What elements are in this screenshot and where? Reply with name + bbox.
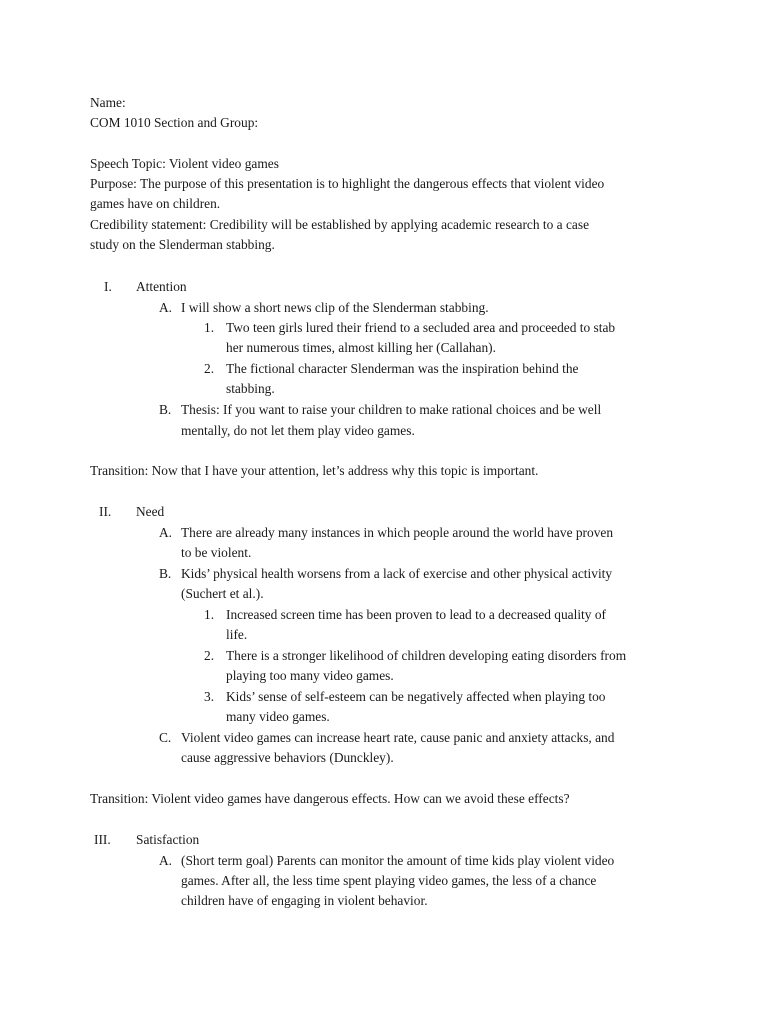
section-2-b1-marker: 1. xyxy=(204,607,215,622)
section-1-a-text: I will show a short news clip of the Slenderman stabbing. xyxy=(181,300,489,315)
section-1-a2-line-1: The fictional character Slenderman was the inspiration behind the xyxy=(226,361,579,376)
section-2-b-marker: B. xyxy=(159,566,172,581)
section-2-title: Need xyxy=(136,504,165,519)
section-1-title: Attention xyxy=(136,279,187,294)
section-1-a2-marker: 2. xyxy=(204,361,215,376)
section-3-numeral: III. xyxy=(94,832,111,847)
section-2-b3-line-2: many video games. xyxy=(226,709,330,724)
section-1-a2-line-2: stabbing. xyxy=(226,381,275,396)
section-2-b-line-2: (Suchert et al.). xyxy=(181,586,264,601)
credibility-line-1: Credibility statement: Credibility will be established by applying academic research to a case xyxy=(90,217,590,232)
section-3-a-line-2: games. After all, the less time spent playing video games, the less of a chance xyxy=(181,873,597,888)
section-2-c-line-1: Violent video games can increase heart rate, cause panic and anxiety attacks, and xyxy=(181,730,615,745)
speech-topic: Speech Topic: Violent video games xyxy=(90,156,279,171)
section-2-a-line-2: to be violent. xyxy=(181,545,252,560)
section-2-c-line-2: cause aggressive behaviors (Dunckley). xyxy=(181,750,394,765)
section-2-numeral: II. xyxy=(99,504,112,519)
section-group-label: COM 1010 Section and Group: xyxy=(90,115,259,130)
section-2-b1-line-1: Increased screen time has been proven to lead to a decreased quality of xyxy=(226,607,606,622)
section-2-b-line-1: Kids’ physical health worsens from a lack of exercise and other physical activity xyxy=(181,566,613,581)
section-2-b2-marker: 2. xyxy=(204,648,215,663)
section-3-a-line-1: (Short term goal) Parents can monitor the amount of time kids play violent video xyxy=(181,853,615,868)
purpose-line-1: Purpose: The purpose of this presentation is to highlight the dangerous effects that violent video xyxy=(90,176,605,191)
section-2-a-line-1: There are already many instances in which people around the world have proven xyxy=(181,525,614,540)
section-1-numeral: I. xyxy=(104,279,112,294)
section-1-b-line-1: Thesis: If you want to raise your children to make rational choices and be well xyxy=(181,402,602,417)
section-2-b3-marker: 3. xyxy=(204,689,215,704)
section-1-b-marker: B. xyxy=(159,402,172,417)
section-2-b3-line-1: Kids’ sense of self-esteem can be negatively affected when playing too xyxy=(226,689,606,704)
section-2-b2-line-1: There is a stronger likelihood of children developing eating disorders from xyxy=(226,648,627,663)
section-1-a-marker: A. xyxy=(159,300,173,315)
section-3-a-line-3: children have of engaging in violent behavior. xyxy=(181,893,428,908)
section-1-a1-line-1: Two teen girls lured their friend to a secluded area and proceeded to stab xyxy=(226,320,616,335)
section-2-c-marker: C. xyxy=(159,730,172,745)
section-2-b1-line-2: life. xyxy=(226,627,248,642)
credibility-line-2: study on the Slenderman stabbing. xyxy=(90,237,275,252)
section-3-title: Satisfaction xyxy=(136,832,200,847)
name-field-label: Name: xyxy=(90,95,126,110)
purpose-line-2: games have on children. xyxy=(90,196,221,211)
section-3-a-marker: A. xyxy=(159,853,173,868)
section-2-b2-line-2: playing too many video games. xyxy=(226,668,394,683)
section-1-b-line-2: mentally, do not let them play video games. xyxy=(181,423,415,438)
transition-2: Transition: Violent video games have dangerous effects. How can we avoid these effects? xyxy=(90,791,570,806)
transition-1: Transition: Now that I have your attention, let’s address why this topic is important. xyxy=(90,463,539,478)
section-1-a1-line-2: her numerous times, almost killing her (Callahan). xyxy=(226,340,496,355)
section-2-a-marker: A. xyxy=(159,525,173,540)
section-1-a1-marker: 1. xyxy=(204,320,215,335)
